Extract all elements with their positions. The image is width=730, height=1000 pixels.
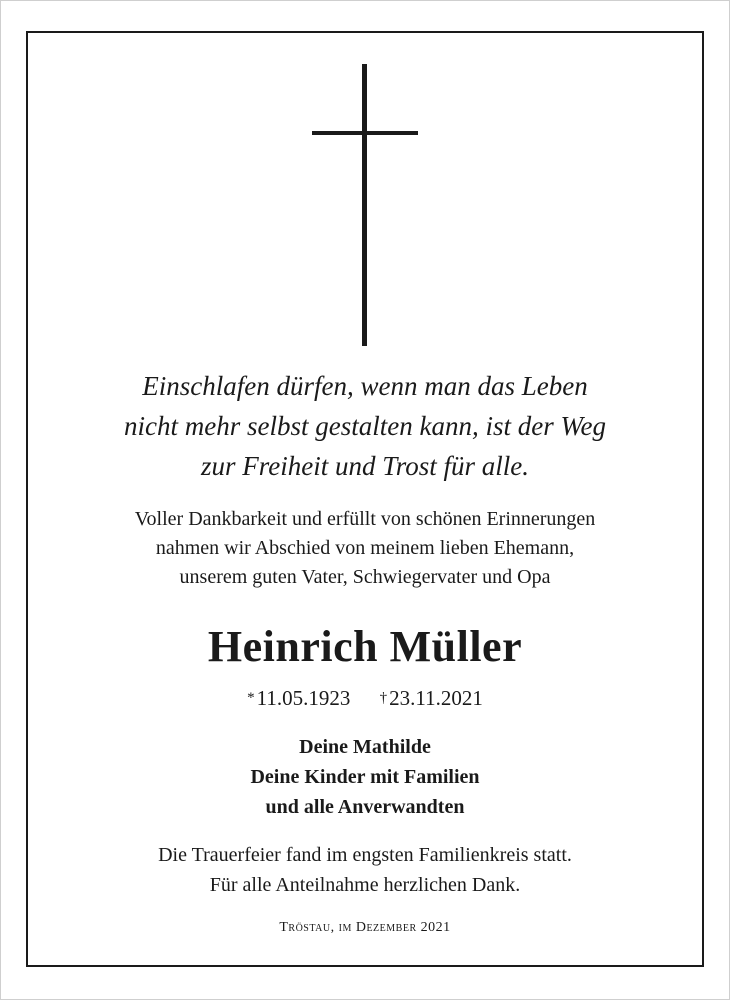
death-date-group: [380, 683, 483, 713]
life-dates: [0, 683, 730, 713]
death-dagger-icon: †: [379, 690, 388, 706]
mourner-line: Deine Kinder mit Familien: [250, 766, 480, 788]
quote-line: nicht mehr selbst gestalten kann, ist der Weg: [124, 411, 606, 441]
closing-line: Für alle Anteilnahme herzlichen Dank.: [209, 874, 521, 896]
closing-line: Die Trauerfeier fand im engsten Familienkreis statt.: [158, 844, 572, 866]
quote-line: Einschlafen dürfen, wenn man das Leben: [142, 371, 588, 401]
intro-line: Voller Dankbarkeit und erfüllt von schönen Erinnerungen: [134, 508, 596, 530]
closing-text: [0, 840, 730, 900]
cross-icon: [312, 64, 418, 346]
mourner-line: Deine Mathilde: [299, 736, 431, 758]
quote-text: [0, 366, 730, 486]
intro-text: [0, 505, 730, 592]
mourner-line: und alle Anverwandten: [265, 796, 465, 818]
place-and-date: Tröstau, im Dezember 2021: [279, 920, 451, 935]
birth-date-group: [247, 683, 350, 713]
cross-vertical-bar: [362, 64, 367, 346]
birth-date: 11.05.1923: [256, 686, 351, 710]
deceased-name: Heinrich Müller: [207, 622, 523, 671]
birth-star-icon: *: [247, 690, 255, 706]
intro-line: unserem guten Vater, Schwiegervater und Opa: [179, 566, 551, 588]
death-date: 23.11.2021: [389, 686, 483, 710]
intro-line: nahmen wir Abschied von meinem lieben Ehemann,: [155, 537, 575, 559]
mourners-list: [0, 732, 730, 822]
cross-horizontal-bar: [312, 131, 418, 135]
quote-line: zur Freiheit und Trost für alle.: [200, 451, 530, 481]
